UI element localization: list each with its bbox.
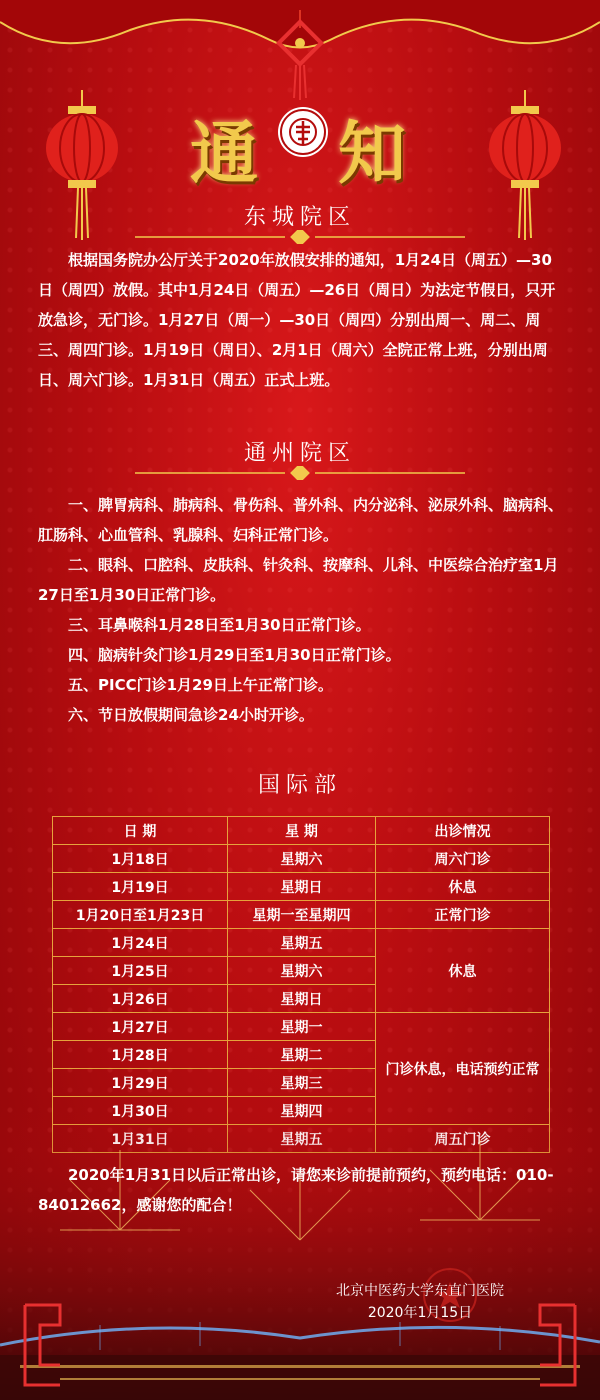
notice-title <box>0 95 600 195</box>
table-header-row <box>53 817 550 845</box>
header-weekday: 星 期 <box>228 817 376 845</box>
cell-weekday: 星期六 <box>228 957 376 985</box>
table-row <box>53 845 550 873</box>
table-row <box>53 929 550 957</box>
list-item: 二、眼科、口腔科、皮肤科、针灸科、按摩科、儿科、中医综合治疗室1月27日至1月30日正常门诊。 <box>38 556 559 604</box>
chinese-knot-icon <box>270 10 330 100</box>
tongzhou-list <box>38 490 563 730</box>
list-item: 四、脑病针灸门诊1月29日至1月30日正常门诊。 <box>68 646 401 664</box>
section-divider <box>135 230 465 244</box>
cell-weekday: 星期日 <box>228 985 376 1013</box>
list-item: 六、节日放假期间急诊24小时开诊。 <box>68 706 314 724</box>
table-row <box>53 1013 550 1041</box>
title-char-2: 知 <box>338 114 407 194</box>
fireworks-decoration <box>0 1110 600 1400</box>
cell-date: 1月28日 <box>53 1041 228 1069</box>
signature-date: 2020年1月15日 <box>367 1305 473 1321</box>
cell-status: 休息 <box>376 929 550 1013</box>
list-item: 三、耳鼻喉科1月28日至1月30日正常门诊。 <box>68 616 371 634</box>
cell-date: 1月19日 <box>53 873 228 901</box>
dongcheng-text: 根据国务院办公厅关于2020年放假安排的通知，1月24日（周五）—30日（周四）放假。其中1月24日（周五）—26日（周日）为法定节假日，只开放急诊，无门诊。1月27日（周一）—30日（周四）分别出周一、周二、周三、周四门诊。1月19日（周日）、2月1日（周六）全院正常上班，分别出周日、周六门诊。1月31日（周五）正式上班。 <box>38 251 556 389</box>
table-row <box>53 873 550 901</box>
table-row <box>53 901 550 929</box>
cell-status: 门诊休息，电话预约正常 <box>376 1013 550 1125</box>
dongcheng-heading: 东城院区 <box>243 205 356 230</box>
international-heading: 国际部 <box>257 773 342 798</box>
cell-weekday: 星期日 <box>228 873 376 901</box>
cell-date: 1月24日 <box>53 929 228 957</box>
signature-org: 北京中医药大学东直门医院 <box>336 1283 504 1299</box>
cell-date: 1月20日至1月23日 <box>53 901 228 929</box>
cell-weekday: 星期一 <box>228 1013 376 1041</box>
list-item: 一、脾胃病科、肺病科、骨伤科、普外科、内分泌科、泌尿外科、脑病科、肛肠科、心血管科、乳腺科、妇科正常门诊。 <box>38 496 564 544</box>
header-date: 日 期 <box>53 817 228 845</box>
cell-weekday: 星期二 <box>228 1041 376 1069</box>
cell-date: 1月18日 <box>53 845 228 873</box>
cell-date: 1月29日 <box>53 1069 228 1097</box>
cell-weekday: 星期六 <box>228 845 376 873</box>
cell-status: 周六门诊 <box>376 845 550 873</box>
cell-date: 1月25日 <box>53 957 228 985</box>
cell-weekday: 星期三 <box>228 1069 376 1097</box>
title-char-1: 通 <box>190 114 259 194</box>
list-item: 五、PICC门诊1月29日上午正常门诊。 <box>68 676 333 694</box>
cell-weekday: 星期一至星期四 <box>228 901 376 929</box>
schedule-table <box>52 816 550 1153</box>
header-status: 出诊情况 <box>376 817 550 845</box>
cell-status: 休息 <box>376 873 550 901</box>
tongzhou-heading: 通州院区 <box>243 441 356 466</box>
section-divider <box>135 466 465 480</box>
footer-note: 2020年1月31日以后正常出诊，请您来诊前提前预约，预约电话：010-84012662，感谢您的配合！ <box>38 1166 554 1214</box>
hospital-seal-icon <box>276 105 330 159</box>
cell-date: 1月27日 <box>53 1013 228 1041</box>
cell-date: 1月26日 <box>53 985 228 1013</box>
cell-status: 正常门诊 <box>376 901 550 929</box>
cell-weekday: 星期五 <box>228 929 376 957</box>
